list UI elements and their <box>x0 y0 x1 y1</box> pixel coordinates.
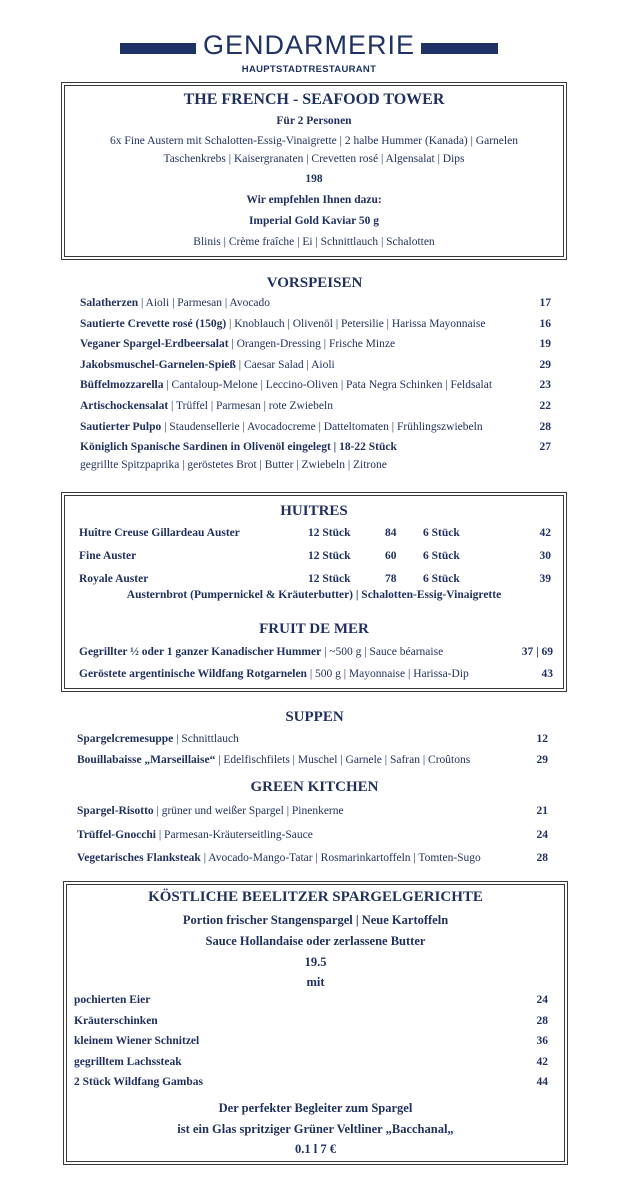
menu-item-row <box>80 441 397 453</box>
spargel-price: 19.5 <box>304 955 327 969</box>
spargel-item-name: pochierten Eier <box>74 994 151 1006</box>
fruit-de-mer-title: FRUIT DE MER <box>259 621 369 637</box>
logo-bar-right <box>421 43 498 54</box>
menu-item-name: Artischockensalat <box>80 400 169 412</box>
menu-item-desc: | Knoblauch | Olivenöl | Petersilie | Harissa Mayonnaise <box>226 317 486 330</box>
spargel-line2: Sauce Hollandaise oder zerlassene Butter <box>205 934 426 948</box>
menu-item-desc: | Trüffel | Parmesan | rote Zwiebeln <box>168 400 333 412</box>
oyster-price-6: 39 <box>539 573 551 585</box>
menu-item-price: 17 <box>539 297 551 309</box>
menu-item-price: 28 <box>536 852 548 864</box>
menu-item-desc: | Cantaloup-Melone | Leccino-Oliven | Pata Negra Schinken | Feldsalat <box>163 379 493 392</box>
menu-item-price: 12 <box>536 733 548 745</box>
spargel-wine2: ist ein Glas spritziger Grüner Veltliner „Bacchanal„ <box>177 1122 454 1136</box>
menu-item-name: Salatherzen <box>80 297 139 309</box>
menu-item-price: 21 <box>536 805 548 817</box>
menu-item-desc: | Schnittlauch <box>173 733 239 745</box>
menu-item-desc: | grüner und weißer Spargel | Pinenkerne <box>153 805 344 817</box>
menu-item-price: 29 <box>536 753 548 766</box>
oyster-qty-12: 12 Stück <box>308 527 351 539</box>
oyster-qty-12: 12 Stück <box>308 573 351 585</box>
sardine-subline: gegrillte Spitzpaprika | geröstetes Brot | Butter | Zwiebeln | Zitrone <box>80 459 387 471</box>
tower-line1: 6x Fine Austern mit Schalotten-Essig-Vinaigrette | 2 halbe Hummer (Kanada) | Garnelen <box>110 135 518 147</box>
logo-title: GENDARMERIE <box>202 30 416 60</box>
menu-item-price: 37 | 69 <box>521 646 553 658</box>
menu-item-price: 28 <box>539 420 551 433</box>
huitres-box <box>61 492 567 692</box>
tower-caviar: Imperial Gold Kaviar 50 g <box>248 215 380 227</box>
oyster-price-6: 42 <box>539 527 551 539</box>
menu-item-name: Büffelmozzarella <box>80 379 164 392</box>
spargel-item-name: kleinem Wiener Schnitzel <box>74 1035 200 1047</box>
menu-item-price: 23 <box>539 379 551 392</box>
huitres-title: HUITRES <box>280 503 348 519</box>
menu-item-row <box>77 852 481 864</box>
menu-item-row <box>77 733 239 745</box>
menu-item-price: 22 <box>539 400 551 412</box>
menu-item-desc: | Caesar Salad | Aioli <box>235 358 335 371</box>
spargel-item-price: 42 <box>536 1055 548 1068</box>
tower-recommend: Wir empfehlen Ihnen dazu: <box>246 194 382 206</box>
menu-item-name: Königlich Spanische Sardinen in Olivenöl eingelegt | 18-22 Stück <box>80 441 397 454</box>
spargel-line1: Portion frischer Stangenspargel | Neue Kartoffeln <box>182 913 449 927</box>
spargel-title: KÖSTLICHE BEELITZER SPARGELGERICHTE <box>148 889 483 905</box>
oyster-qty-6: 6 Stück <box>423 573 460 585</box>
spargel-item-price: 44 <box>536 1076 548 1088</box>
menu-item-name: Spargelcremesuppe <box>77 733 174 745</box>
menu-item-name: Spargel-Risotto <box>77 805 154 817</box>
spargel-item-price: 36 <box>536 1035 548 1047</box>
spargel-wine1: Der perfekter Begleiter zum Spargel <box>218 1101 413 1115</box>
menu-item-row <box>80 297 270 309</box>
oyster-qty-6: 6 Stück <box>423 527 460 539</box>
menu-item-name: Trüffel-Gnocchi <box>77 828 156 841</box>
spargel-wine3: 0.1 l 7 € <box>295 1142 336 1156</box>
seafood-tower-box <box>61 82 567 260</box>
oyster-name: Huître Creuse Gillardeau Auster <box>79 527 240 539</box>
menu-item-name: Bouillabaisse „Marseillaise“ <box>77 753 216 766</box>
huitres-bread: Austernbrot (Pumpernickel & Kräuterbutter) | Schalotten-Essig-Vinaigrette <box>126 589 502 601</box>
menu-item-name: Vegetarisches Flanksteak <box>77 852 201 864</box>
menu-item-desc: | Parmesan-Kräuterseitling-Sauce <box>156 828 313 841</box>
vorspeisen-title: VORSPEISEN <box>266 275 363 291</box>
spargel-item-name: 2 Stück Wildfang Gambas <box>74 1076 203 1088</box>
restaurant-logo <box>0 0 629 75</box>
spargel-item-name: gegrilltem Lachssteak <box>74 1055 182 1068</box>
menu-item-price: 27 <box>539 441 551 454</box>
oyster-price-6: 30 <box>539 550 551 562</box>
suppen-title: SUPPEN <box>285 709 344 725</box>
menu-item-price: 43 <box>541 668 553 680</box>
oyster-price-12: 78 <box>385 573 397 585</box>
menu-item-price: 29 <box>539 358 551 371</box>
tower-price: 198 <box>305 173 323 185</box>
menu-item-row <box>80 400 333 412</box>
menu-item-desc: | Orangen-Dressing | Frische Minze <box>228 338 396 351</box>
spargel-item-price: 24 <box>536 994 548 1006</box>
menu-item-name: Geröstete argentinische Wildfang Rotgarnelen <box>79 668 307 680</box>
spargel-box <box>63 881 568 1165</box>
tower-caviar-sides: Blinis | Crème fraîche | Ei | Schnittlauch | Schalotten <box>193 236 435 248</box>
logo-subtitle: HAUPTSTADTRESTAURANT <box>241 64 377 75</box>
spargel-mit: mit <box>306 975 325 989</box>
oyster-name: Royale Auster <box>79 573 149 585</box>
menu-item-desc: | 500 g | Mayonnaise | Harissa-Dip <box>306 668 469 680</box>
menu-item-name: Gegrillter ½ oder 1 ganzer Kanadischer Hummer <box>79 646 322 658</box>
spargel-item-name: Kräuterschinken <box>74 1014 158 1027</box>
menu-item-row <box>77 754 470 766</box>
menu-item-price: 19 <box>539 338 551 351</box>
menu-item-price: 24 <box>536 828 548 841</box>
spargel-item-price: 28 <box>536 1014 548 1027</box>
menu-item-row <box>80 421 483 433</box>
menu-item-price: 16 <box>539 317 551 330</box>
menu-item-row <box>80 338 395 350</box>
menu-item-row <box>77 805 344 817</box>
menu-item-name: Sautierter Pulpo <box>80 420 162 433</box>
oyster-qty-12: 12 Stück <box>308 550 351 562</box>
menu-item-desc: | ~500 g | Sauce béarnaise <box>321 646 444 658</box>
logo-bar-left <box>120 43 196 54</box>
tower-line2: Taschenkrebs | Kaisergranaten | Crevetten rosé | Algensalat | Dips <box>163 153 465 165</box>
menu-item-name: Veganer Spargel-Erdbeersalat <box>80 338 229 351</box>
oyster-price-12: 84 <box>385 527 397 539</box>
tower-persons: Für 2 Personen <box>276 115 352 127</box>
oyster-qty-6: 6 Stück <box>423 550 460 562</box>
menu-item-desc: | Edelfischfilets | Muschel | Garnele | Safran | Croûtons <box>215 753 471 766</box>
oyster-name: Fine Auster <box>79 550 137 562</box>
menu-item-desc: | Avocado-Mango-Tatar | Rosmarinkartoffeln | Tomten-Sugo <box>200 852 481 864</box>
tower-title: THE FRENCH - SEAFOOD TOWER <box>183 91 445 108</box>
menu-item-name: Jakobsmuschel-Garnelen-Spieß <box>80 358 236 371</box>
menu-item-row <box>79 646 443 658</box>
menu-item-desc: | Aioli | Parmesan | Avocado <box>138 297 271 309</box>
menu-item-row <box>80 359 335 371</box>
green-kitchen-title: GREEN KITCHEN <box>250 779 379 795</box>
oyster-price-12: 60 <box>385 550 397 562</box>
menu-item-row <box>80 379 492 391</box>
menu-item-name: Sautierte Crevette rosé (150g) <box>80 317 227 330</box>
menu-item-desc: | Staudensellerie | Avocadocreme | Datteltomaten | Frühlingszwiebeln <box>161 420 483 433</box>
menu-item-row <box>80 318 485 330</box>
menu-item-row <box>79 668 469 680</box>
menu-item-row <box>77 829 313 841</box>
